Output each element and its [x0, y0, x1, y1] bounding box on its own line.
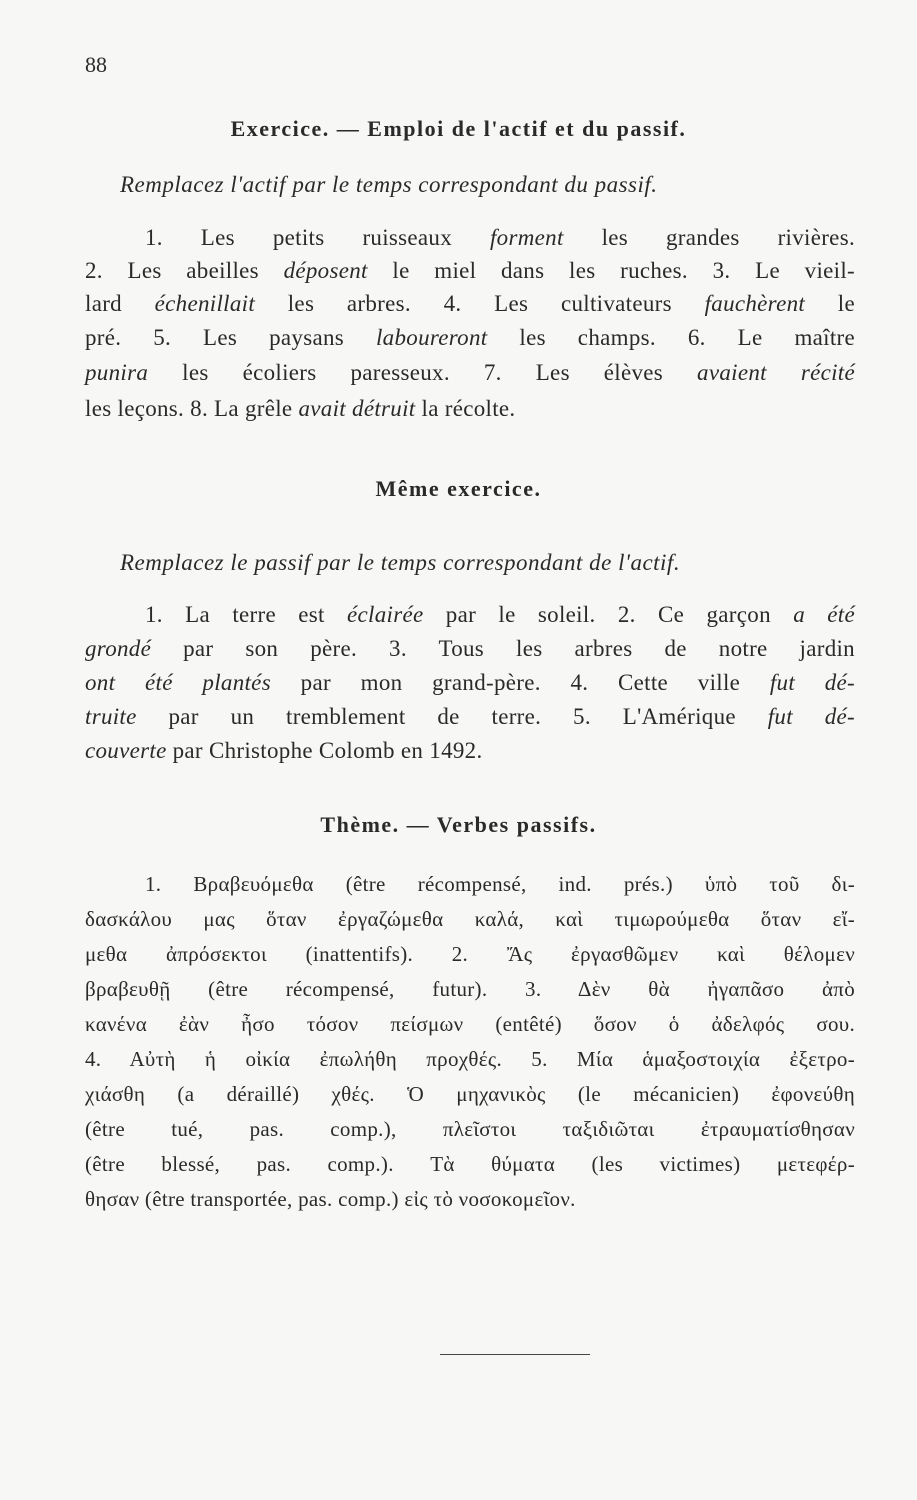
- italic-verb: fut dé-: [767, 704, 856, 729]
- italic-verb: grondé: [85, 636, 152, 661]
- text-line: [85, 670, 855, 696]
- text-line: [85, 258, 855, 284]
- italic-verb: couverte: [85, 738, 167, 763]
- text-segment: 1. La terre est: [145, 602, 348, 627]
- italic-verb: truite: [85, 704, 137, 729]
- text-segment: βραβευθῇ (être récompensé, futur). 3. Δὲν θὰ ἠγαπᾶσο ἀπὸ: [85, 977, 855, 1001]
- italic-verb: déposent: [283, 258, 368, 283]
- text-segment: la récolte.: [415, 396, 516, 421]
- text-segment: θησαν (être transportée, pas. comp.) εἰς τὸ νοσοκομεῖον.: [85, 1187, 576, 1211]
- text-line: [85, 1187, 855, 1212]
- italic-verb: a été: [793, 602, 856, 627]
- text-line: [85, 738, 855, 764]
- text-line: [85, 396, 855, 422]
- text-line: [85, 942, 855, 967]
- text-segment: par Christophe Colomb en 1492.: [166, 738, 483, 763]
- text-segment: 2. Les abeilles: [85, 258, 284, 283]
- text-segment: les leçons. 8. La grêle: [85, 396, 299, 421]
- italic-verb: échenillait: [154, 291, 256, 316]
- text-segment: lard: [85, 291, 155, 316]
- text-line: [85, 291, 855, 317]
- end-rule-divider: [440, 1354, 590, 1355]
- text-line: [85, 1012, 855, 1037]
- text-line: [85, 360, 855, 386]
- text-line: [85, 1152, 855, 1177]
- text-segment: (être tué, pas. comp.), πλεῖστοι ταξιδιῶται ἐτραυματίσθησαν: [85, 1117, 855, 1141]
- text-segment: par mon grand-père. 4. Cette ville: [270, 670, 770, 695]
- text-line: [85, 704, 855, 730]
- text-segment: par un tremblement de terre. 5. L'Amérique: [136, 704, 768, 729]
- italic-verb: avait détruit: [298, 396, 416, 421]
- text-line: [145, 225, 855, 251]
- italic-verb: fut dé-: [769, 670, 856, 695]
- italic-verb: ont été plantés: [85, 670, 271, 695]
- text-segment: les grandes rivières.: [563, 225, 855, 250]
- italic-verb: éclairée: [347, 602, 424, 627]
- text-segment: 1. Les petits ruisseaux: [145, 225, 490, 250]
- text-line: [85, 1047, 855, 1072]
- text-line: [85, 325, 855, 351]
- text-segment: le: [805, 291, 855, 316]
- text-segment: 1. Βραβευόμεθα (être récompensé, ind. prés.) ὑπὸ τοῦ δι-: [145, 872, 855, 896]
- italic-verb: fauchèrent: [704, 291, 806, 316]
- text-segment: pré. 5. Les paysans: [85, 325, 376, 350]
- text-line: [85, 636, 855, 662]
- text-line: [85, 1117, 855, 1142]
- italic-verb: forment: [489, 225, 564, 250]
- exercise-instruction: Remplacez l'actif par le temps correspondant du passif.: [120, 172, 658, 197]
- text-segment: les écoliers paresseux. 7. Les élèves: [148, 360, 698, 385]
- text-segment: par son père. 3. Tous les arbres de notre jardin: [151, 636, 855, 661]
- text-line: [145, 602, 855, 628]
- text-segment: κανένα ἐὰν ἦσο τόσον πείσμων (entêté) ὅσον ὁ ἀδελφός σου.: [85, 1012, 855, 1036]
- italic-verb: laboureront: [375, 325, 488, 350]
- section-title-theme: Thème. — Verbes passifs.: [320, 812, 597, 837]
- text-line: [145, 872, 855, 897]
- text-segment: les champs. 6. Le maître: [487, 325, 856, 350]
- text-segment: par le soleil. 2. Ce garçon: [423, 602, 794, 627]
- section-title-exercise: Exercice. — Emploi de l'actif et du passif.: [230, 116, 687, 141]
- text-line: [85, 907, 855, 932]
- text-segment: 4. Αὐτὴ ἡ οἰκία ἐπωλήθη προχθές. 5. Μία ἁμαξοστοιχία ἐξετρο-: [85, 1047, 855, 1071]
- italic-verb: punira: [85, 360, 149, 385]
- text-segment: les arbres. 4. Les cultivateurs: [255, 291, 705, 316]
- page-number: 88: [85, 52, 107, 77]
- text-line: [85, 1082, 855, 1107]
- italic-verb: avaient récité: [697, 360, 855, 385]
- text-segment: χιάσθη (a déraillé) χθές. Ὁ μηχανικὸς (le mécanicien) ἐφονεύθη: [85, 1082, 855, 1106]
- section-title-same-exercise: Même exercice.: [375, 476, 542, 501]
- text-segment: le miel dans les ruches. 3. Le vieil-: [367, 258, 855, 283]
- text-segment: μεθα ἀπρόσεκτοι (inattentifs). 2. Ἄς ἐργασθῶμεν καὶ θέλομεν: [85, 942, 855, 966]
- text-line: [85, 977, 855, 1002]
- same-exercise-instruction: Remplacez le passif par le temps correspondant de l'actif.: [120, 550, 681, 575]
- text-segment: (être blessé, pas. comp.). Τὰ θύματα (les victimes) μετεφέρ-: [85, 1152, 855, 1176]
- text-segment: δασκάλου μας ὅταν ἐργαζώμεθα καλά, καὶ τιμωρούμεθα ὅταν εἴ-: [85, 907, 855, 931]
